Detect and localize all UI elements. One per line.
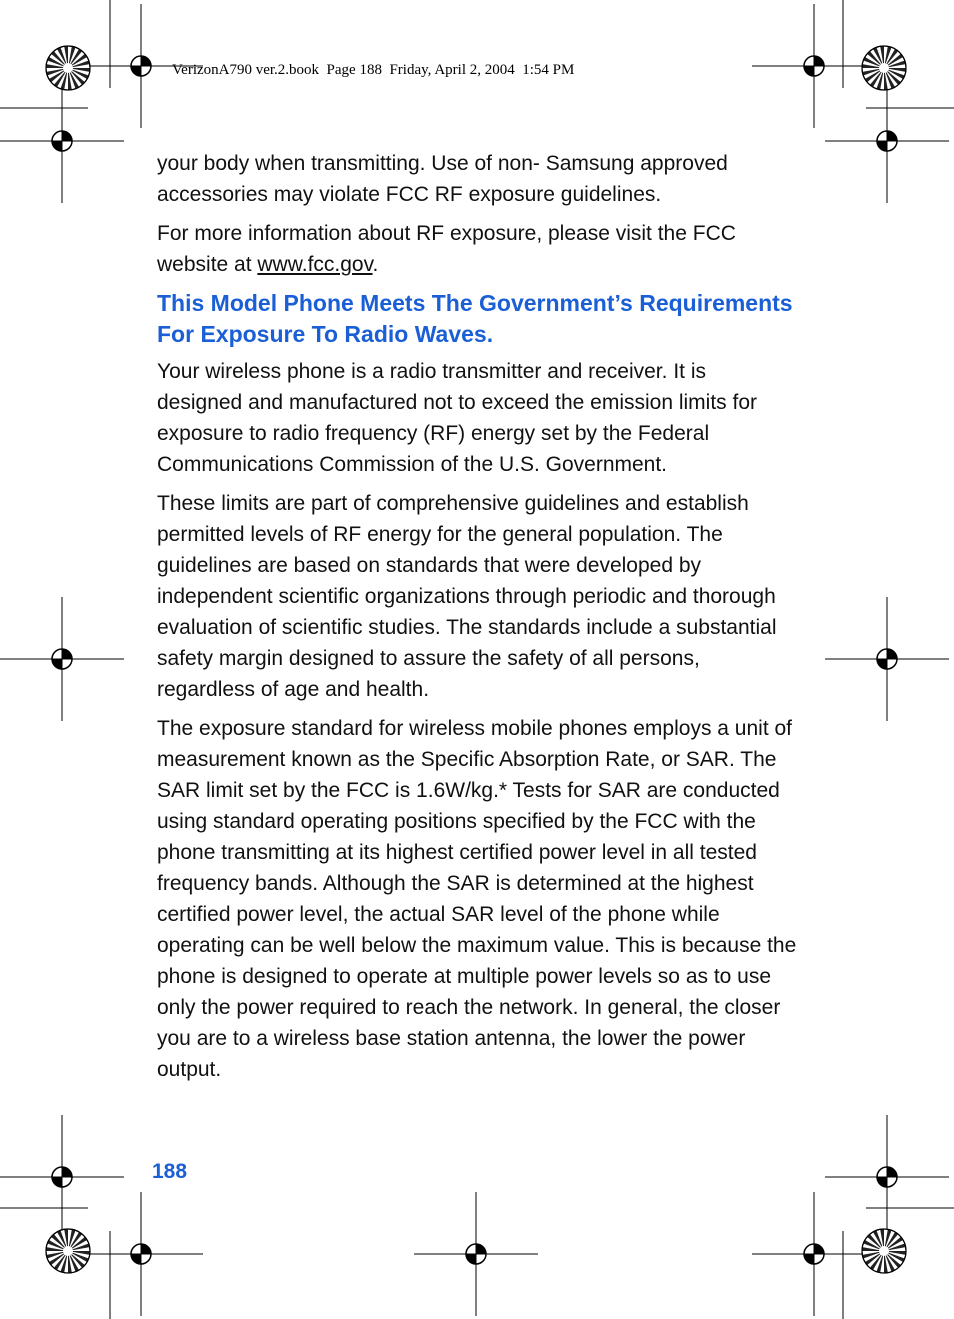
page-number: 188 xyxy=(152,1160,188,1183)
color-target-icon xyxy=(862,1229,906,1273)
registration-mark-icon xyxy=(414,1192,538,1316)
color-target-icon xyxy=(862,46,906,90)
paragraph-transmitter: Your wireless phone is a radio transmitter and receiver. It is designed and manufactured not to exceed the emission limits for exposure to radio frequency (RF) energy set by the Federal Communications Commission of the U.S. Government. xyxy=(157,360,758,476)
registration-mark-icon xyxy=(825,79,949,203)
section-heading: This Model Phone Meets The Government’s Requirements For Exposure To Radio Waves. xyxy=(157,290,793,347)
registration-mark-icon xyxy=(0,79,124,203)
registration-mark-icon xyxy=(825,1115,949,1239)
registration-mark-icon xyxy=(752,4,876,128)
page-content xyxy=(157,148,797,1093)
paragraph-guidelines: These limits are part of comprehensive guidelines and establish permitted levels of RF energy for the general population. The guidelines are based on standards that were developed by independent scientific organizations through periodic and thorough evaluation of scientific studies. The standards include a substantial safety margin designed to assure the safety of all persons, regardless of age and health. xyxy=(157,492,777,701)
book-slug-line: VerizonA790 ver.2.book Page 188 Friday, April 2, 2004 1:54 PM xyxy=(172,62,575,78)
fcc-website-link[interactable]: www.fcc.gov xyxy=(257,253,373,276)
paragraph-more-info xyxy=(157,218,797,280)
registration-mark-icon xyxy=(825,597,949,721)
paragraph-sar: The exposure standard for wireless mobile phones employs a unit of measurement known as the Specific Absorption Rate, or SAR. The SAR limit set by the FCC is 1.6W/kg.* Tests for SAR are conducted using standard operating positions specified by the FCC with the phone transmitting at its highest certified power level in all tested frequency bands. Although the SAR is determined at the highest certified power level, the actual SAR level of the phone while operating can be well below the maximum value. This is because the phone is designed to operate at multiple power levels so as to use only the power required to reach the network. In general, the closer you are to a wireless base station antenna, the lower the power output. xyxy=(157,717,797,1081)
registration-mark-icon xyxy=(0,597,124,721)
color-target-icon xyxy=(46,46,90,90)
paragraph-body-exposure: your body when transmitting. Use of non- Samsung approved accessories may violate FCC RF exposure guidelines. xyxy=(157,152,728,206)
more-info-period: . xyxy=(372,253,379,276)
registration-mark-icon xyxy=(79,1192,203,1316)
more-info-text: For more information about RF exposure, please visit the FCC website at xyxy=(157,222,736,276)
registration-mark-icon xyxy=(0,1115,124,1239)
color-target-icon xyxy=(46,1229,90,1273)
registration-mark-icon xyxy=(752,1192,876,1316)
